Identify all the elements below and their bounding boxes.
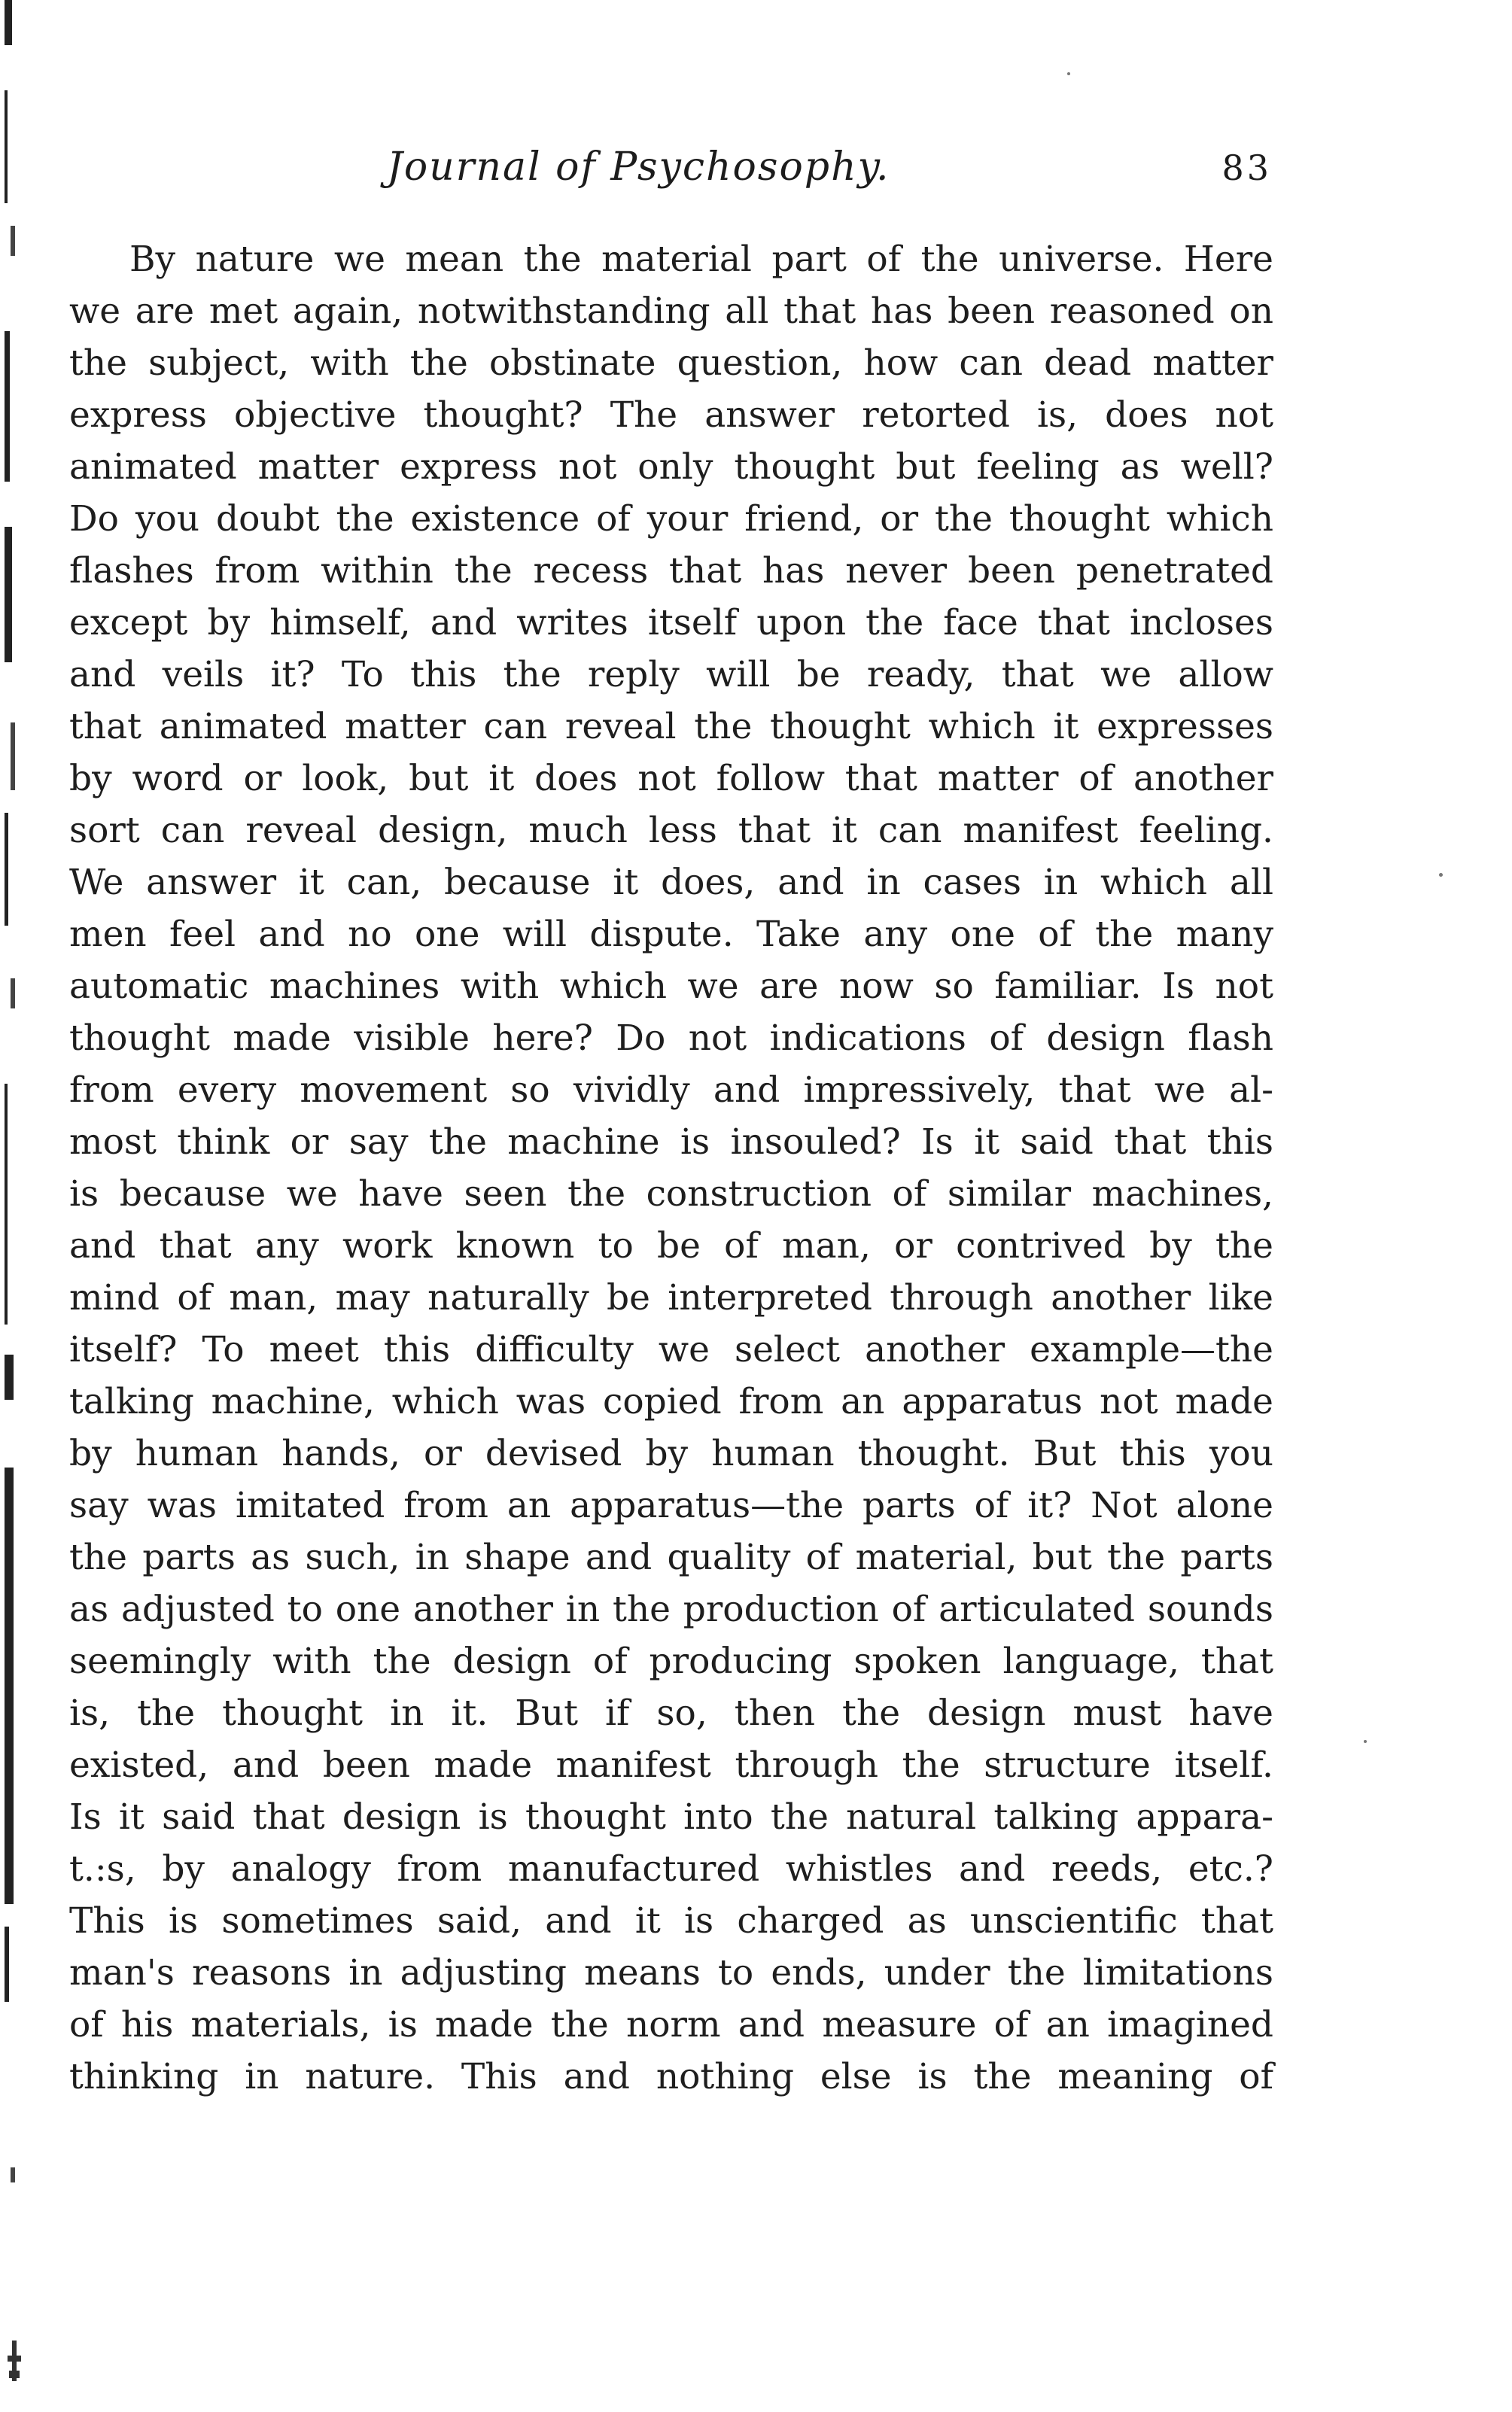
page-corner-mark	[6, 2341, 23, 2381]
text-line: thinking in nature. This and nothing else is the meaning of	[69, 2056, 1273, 2097]
text-line: express objective thought? The answer retorted is, does not	[69, 394, 1273, 436]
scan-speck	[1364, 1740, 1367, 1743]
text-line: most think or say the machine is insouled? Is it said that this	[69, 1121, 1273, 1163]
text-line: is, the thought in it. But if so, then the design must have	[69, 1693, 1273, 1734]
page-number: 83	[1221, 148, 1272, 188]
text-line: and that any work known to be of man, or contrived by the	[69, 1225, 1273, 1267]
text-line: Do you doubt the existence of your friend, or the thought which	[69, 498, 1273, 540]
text-line: itself? To meet this difficulty we select another example—the	[69, 1329, 1273, 1370]
scan-speck	[1439, 873, 1443, 877]
text-line: that animated matter can reveal the thought which it expresses	[69, 706, 1273, 747]
text-line: animated matter express not only thought but feeling as well?	[69, 446, 1273, 488]
running-header	[75, 144, 1287, 205]
text-line: existed, and been made manifest through the structure itself.	[69, 1744, 1273, 1786]
text-line: seemingly with the design of producing spoken language, that	[69, 1641, 1273, 1682]
body-paragraph	[69, 233, 1273, 2103]
text-line: t.:s, by analogy from manufactured whistles and reeds, etc.?	[69, 1848, 1273, 1890]
text-line: We answer it can, because it does, and in cases in which all	[69, 862, 1273, 903]
text-line: flashes from within the recess that has never been penetrated	[69, 550, 1273, 592]
text-line: the subject, with the obstinate question, how can dead matter	[69, 342, 1273, 384]
text-line: man's reasons in adjusting means to ends, under the limitations	[69, 1952, 1273, 1994]
text-line: as adjusted to one another in the production of articulated sounds	[69, 1589, 1273, 1630]
text-line: and veils it? To this the reply will be ready, that we allow	[69, 654, 1273, 695]
text-line: by human hands, or devised by human thought. But this you	[69, 1433, 1273, 1474]
text-line: is because we have seen the construction of similar machines,	[69, 1173, 1273, 1215]
text-line: say was imitated from an apparatus—the parts of it? Not alone	[69, 1485, 1273, 1526]
text-line: of his materials, is made the norm and measure of an imagined	[69, 2004, 1273, 2045]
text-line: By nature we mean the material part of the universe. Here	[129, 239, 1273, 280]
text-line: Is it said that design is thought into the natural talking appara-	[69, 1796, 1273, 1838]
text-line: automatic machines with which we are now so familiar. Is not	[69, 966, 1273, 1007]
text-line: talking machine, which was copied from an apparatus not made	[69, 1381, 1273, 1422]
text-line: mind of man, may naturally be interpreted through another like	[69, 1277, 1273, 1319]
binding-edge	[0, 0, 24, 2412]
journal-title: Journal of Psychosophy.	[387, 144, 890, 190]
text-line: sort can reveal design, much less that it can manifest feeling.	[69, 810, 1273, 851]
text-line: we are met again, notwithstanding all that has been reasoned on	[69, 290, 1273, 332]
text-line: men feel and no one will dispute. Take any one of the many	[69, 914, 1273, 955]
text-line: from every movement so vividly and impressively, that we al-	[69, 1069, 1273, 1111]
text-line: by word or look, but it does not follow that matter of another	[69, 758, 1273, 799]
text-line: This is sometimes said, and it is charged as unscientific that	[69, 1900, 1273, 1942]
text-line: thought made visible here? Do not indications of design flash	[69, 1017, 1273, 1059]
text-line: the parts as such, in shape and quality of material, but the parts	[69, 1537, 1273, 1578]
text-line: except by himself, and writes itself upon the face that incloses	[69, 602, 1273, 643]
scan-speck	[1067, 72, 1070, 75]
